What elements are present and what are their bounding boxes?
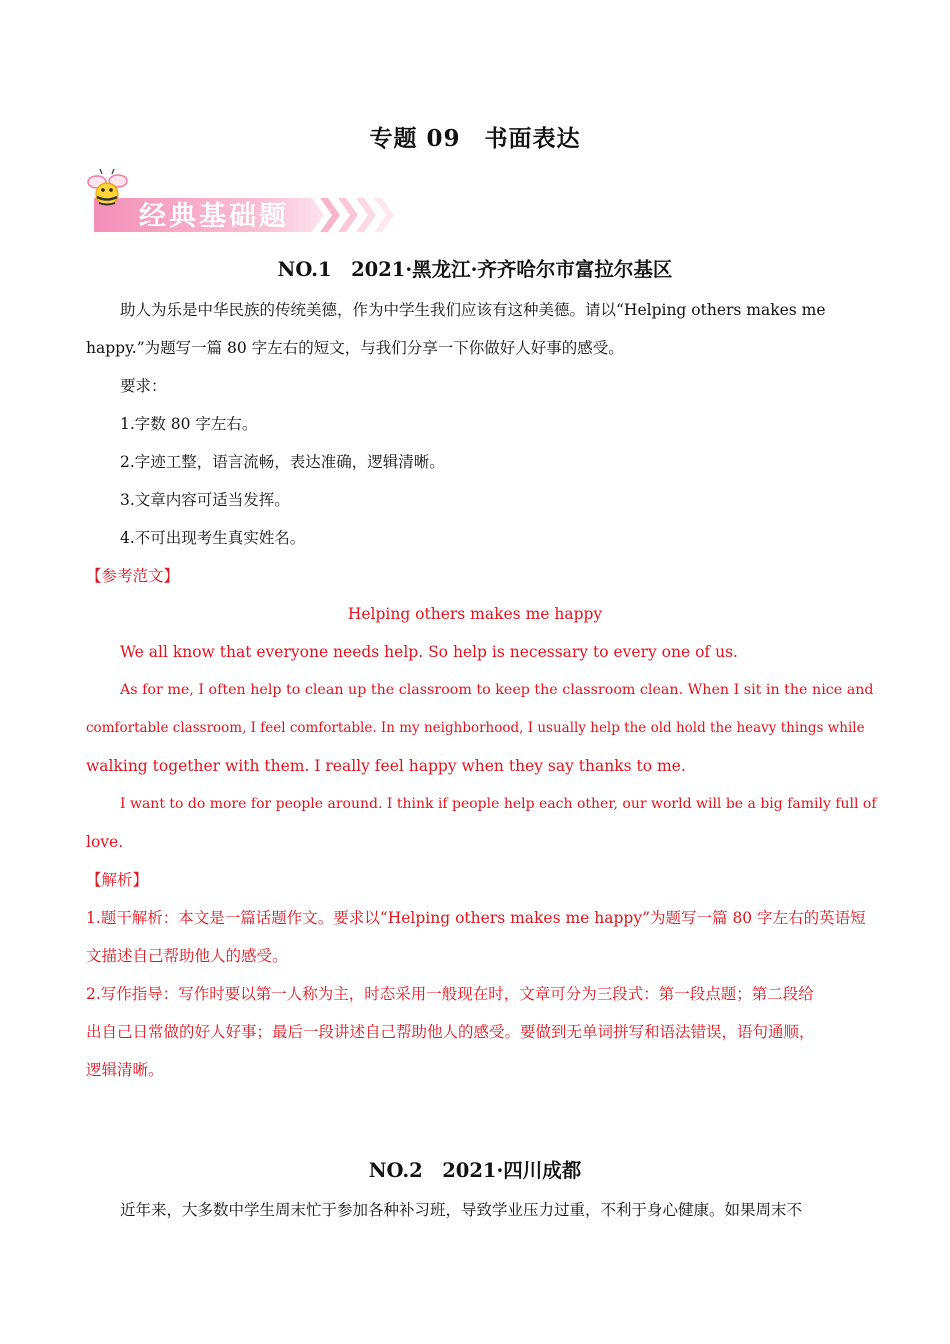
requirement-item: 2.字迹工整，语言流畅，表达准确，逻辑清晰。: [120, 453, 445, 471]
section-heading-no2: NO.2 2021·四川成都: [368, 1159, 582, 1182]
requirement-item: 1.字数 80 字左右。: [120, 415, 258, 433]
sample-essay-line: love.: [86, 833, 124, 851]
requirement-item: 4.不可出现考生真实姓名。: [120, 529, 306, 547]
sample-essay-line: comfortable classroom, I feel comfortable. In my neighborhood, I usually help the old hold the heavy things while: [86, 720, 865, 736]
analysis-tag: 【解析】: [86, 871, 149, 889]
analysis-line: 逻辑清晰。: [86, 1061, 164, 1079]
analysis-line: 2.写作指导：写作时要以第一人称为主，时态采用一般现在时，文章可分为三段式：第一段点题；第二段给: [86, 985, 814, 1003]
sample-essay-line: We all know that everyone needs help. So help is necessary to every one of us.: [120, 643, 738, 661]
prompt-line: 助人为乐是中华民族的传统美德，作为中学生我们应该有这种美德。请以“Helping others makes me: [120, 301, 826, 319]
section-banner: [84, 168, 394, 234]
sample-essay-line: walking together with them. I really feel happy when they say thanks to me.: [86, 757, 686, 775]
banner-label: 经典基础题: [139, 201, 289, 232]
requirement-item: 3.文章内容可适当发挥。: [120, 491, 290, 509]
sample-essay-line: I want to do more for people around. I think if people help each other, our world will be a big family full of: [120, 796, 877, 812]
requirements-label: 要求：: [120, 377, 167, 395]
analysis-line: 1.题干解析：本文是一篇话题作文。要求以“Helping others makes me happy”为题写一篇 80 字左右的英语短: [86, 909, 866, 927]
analysis-line: 文描述自己帮助他人的感受。: [86, 947, 288, 965]
page-title: 专题 09 书面表达: [369, 125, 581, 152]
section-heading-no1: NO.1 2021·黑龙江·齐齐哈尔市富拉尔基区: [277, 258, 673, 281]
sample-essay-title: Helping others makes me happy: [347, 605, 603, 623]
prompt-line: happy.”为题写一篇 80 字左右的短文，与我们分享一下你做好人好事的感受。: [86, 339, 624, 357]
sample-essay-line: As for me, I often help to clean up the classroom to keep the classroom clean. When I sit in the nice and: [120, 682, 874, 698]
sample-essay-tag: 【参考范文】: [86, 567, 180, 585]
prompt-line: 近年来，大多数中学生周末忙于参加各种补习班，导致学业压力过重，不利于身心健康。如果周末不: [120, 1201, 803, 1219]
analysis-line: 出自己日常做的好人好事；最后一段讲述自己帮助他人的感受。要做到无单词拼写和语法错误，语句通顺，: [86, 1023, 815, 1041]
